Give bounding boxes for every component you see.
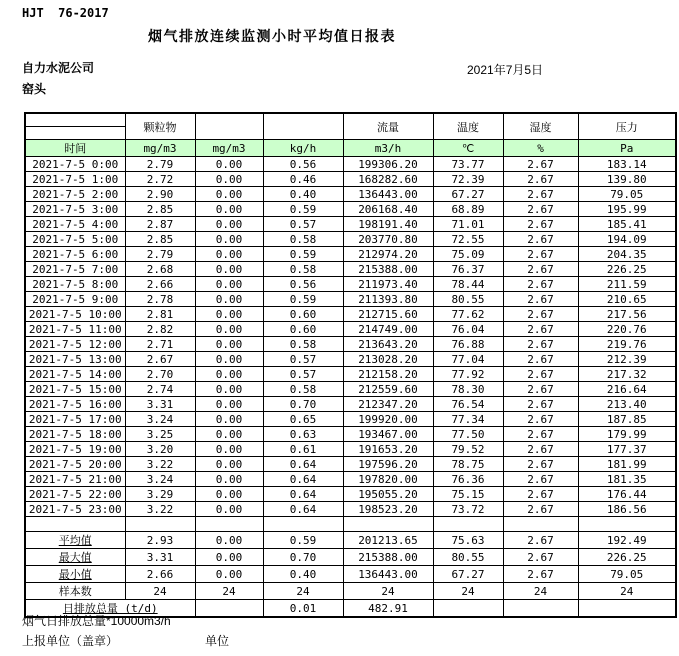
value-cell: 80.55 [433,292,503,307]
value-cell: 0.59 [263,202,343,217]
value-cell: 0.63 [263,427,343,442]
standard-number: HJT 76-2017 [22,6,109,20]
time-cell: 2021-7-5 22:00 [25,487,125,502]
value-cell: 199920.00 [343,412,433,427]
col-header-particulate: 颗粒物 [125,113,195,140]
hourly-data-row [25,412,676,427]
value-cell: 2.67 [503,322,578,337]
value-cell: 2.71 [125,337,195,352]
page-title: 烟气排放连续监测小时平均值日报表 [148,28,396,44]
value-cell: 0.00 [195,172,263,187]
pollutant-header-row [25,113,676,127]
value-cell: 75.09 [433,247,503,262]
value-cell: 0.00 [195,502,263,517]
value-cell: 219.76 [578,337,676,352]
time-cell: 2021-7-5 17:00 [25,412,125,427]
value-cell: 3.22 [125,502,195,517]
hourly-data-row [25,292,676,307]
value-cell: 2.67 [503,262,578,277]
time-cell: 2021-7-5 18:00 [25,427,125,442]
time-cell: 2021-7-5 8:00 [25,277,125,292]
value-cell: 2.67 [503,549,578,566]
value-cell: 0.00 [195,382,263,397]
hourly-data-row [25,262,676,277]
col-header-humidity: 湿度 [503,113,578,140]
empty-cell [343,517,433,532]
value-cell: 181.99 [578,457,676,472]
value-cell: 78.75 [433,457,503,472]
value-cell: 2.67 [503,277,578,292]
summary-row [25,583,676,600]
hourly-data-row [25,442,676,457]
unit-header-row [25,140,676,157]
value-cell: 77.62 [433,307,503,322]
value-cell: 0.58 [263,337,343,352]
col-header-flow: 流量 [343,113,433,140]
value-cell: 198523.20 [343,502,433,517]
time-cell: 2021-7-5 11:00 [25,322,125,337]
unit-cell: mg/m3 [195,140,263,157]
value-cell: 0.59 [263,292,343,307]
hourly-report-table [24,112,677,618]
value-cell: 139.80 [578,172,676,187]
value-cell: 0.59 [263,247,343,262]
value-cell: 177.37 [578,442,676,457]
value-cell: 197820.00 [343,472,433,487]
value-cell: 3.22 [125,457,195,472]
value-cell: 67.27 [433,187,503,202]
value-cell: 2.67 [125,352,195,367]
report-table-head [25,113,676,157]
value-cell: 2.67 [503,187,578,202]
value-cell: 2.67 [503,337,578,352]
value-cell: 193467.00 [343,427,433,442]
value-cell: 0.59 [263,532,343,549]
value-cell: 79.05 [578,566,676,583]
value-cell: 0.00 [195,472,263,487]
value-cell: 2.67 [503,172,578,187]
value-cell: 168282.60 [343,172,433,187]
col-header-empty-2 [263,113,343,140]
empty-cell [25,517,125,532]
value-cell: 215388.00 [343,262,433,277]
value-cell: 212158.20 [343,367,433,382]
reporting-unit-label: 上报单位（盖章） [22,634,119,648]
value-cell: 212.39 [578,352,676,367]
hourly-data-row [25,502,676,517]
summary-label: 平均值 [25,532,125,549]
time-cell: 2021-7-5 12:00 [25,337,125,352]
report-date: 2021年7月5日 [467,63,544,77]
value-cell: 77.34 [433,412,503,427]
value-cell: 75.15 [433,487,503,502]
value-cell: 78.30 [433,382,503,397]
value-cell: 0.56 [263,277,343,292]
value-cell: 185.41 [578,217,676,232]
time-cell: 2021-7-5 13:00 [25,352,125,367]
value-cell: 71.01 [433,217,503,232]
unit-cell: Pa [578,140,676,157]
value-cell: 226.25 [578,262,676,277]
value-cell: 2.93 [125,532,195,549]
corner-cell-bottom [25,127,125,140]
corner-cell-top [25,113,125,127]
value-cell: 191653.20 [343,442,433,457]
unit-cell: % [503,140,578,157]
time-cell: 2021-7-5 20:00 [25,457,125,472]
value-cell: 2.78 [125,292,195,307]
value-cell: 3.31 [125,549,195,566]
value-cell: 2.85 [125,232,195,247]
value-cell: 0.64 [263,457,343,472]
value-cell: 2.67 [503,157,578,172]
value-cell: 3.25 [125,427,195,442]
hourly-data-row [25,232,676,247]
value-cell: 211.59 [578,277,676,292]
value-cell: 0.57 [263,352,343,367]
value-cell: 176.44 [578,487,676,502]
value-cell: 179.99 [578,427,676,442]
value-cell: 0.64 [263,472,343,487]
time-cell: 2021-7-5 1:00 [25,172,125,187]
value-cell: 217.32 [578,367,676,382]
time-cell: 2021-7-5 7:00 [25,262,125,277]
value-cell: 2.67 [503,352,578,367]
unit-cell: m3/h [343,140,433,157]
value-cell: 24 [343,583,433,600]
value-cell: 0.00 [195,292,263,307]
value-cell: 2.79 [125,247,195,262]
value-cell: 79.52 [433,442,503,457]
value-cell: 0.00 [195,202,263,217]
value-cell: 2.67 [503,566,578,583]
value-cell [433,600,503,618]
value-cell: 2.74 [125,382,195,397]
value-cell: 482.91 [343,600,433,618]
time-cell: 2021-7-5 9:00 [25,292,125,307]
hourly-data-row [25,277,676,292]
hourly-data-row [25,427,676,442]
value-cell: 3.29 [125,487,195,502]
time-cell: 2021-7-5 23:00 [25,502,125,517]
col-header-temperature: 温度 [433,113,503,140]
hourly-data-row [25,382,676,397]
value-cell: 76.54 [433,397,503,412]
col-header-pressure: 压力 [578,113,676,140]
value-cell: 68.89 [433,202,503,217]
company-name: 自力水泥公司 [22,61,95,75]
value-cell: 76.36 [433,472,503,487]
empty-cell [503,517,578,532]
value-cell: 2.67 [503,232,578,247]
value-cell: 192.49 [578,532,676,549]
value-cell: 3.31 [125,397,195,412]
value-cell: 0.00 [195,307,263,322]
value-cell [195,600,263,618]
hourly-data-row [25,472,676,487]
value-cell: 213.40 [578,397,676,412]
value-cell: 0.00 [195,277,263,292]
value-cell: 2.67 [503,532,578,549]
time-cell: 2021-7-5 5:00 [25,232,125,247]
value-cell: 226.25 [578,549,676,566]
value-cell [578,600,676,618]
col-header-empty-1 [195,113,263,140]
value-cell: 0.00 [195,322,263,337]
summary-row [25,566,676,583]
value-cell: 183.14 [578,157,676,172]
value-cell: 0.00 [195,367,263,382]
value-cell: 0.00 [195,427,263,442]
time-cell: 2021-7-5 2:00 [25,187,125,202]
hourly-data-row [25,157,676,172]
time-cell: 2021-7-5 3:00 [25,202,125,217]
hourly-data-row [25,187,676,202]
hourly-data-row [25,457,676,472]
time-cell: 2021-7-5 19:00 [25,442,125,457]
value-cell: 2.67 [503,457,578,472]
value-cell: 0.70 [263,549,343,566]
unit-cell: kg/h [263,140,343,157]
hourly-data-row [25,307,676,322]
value-cell: 211973.40 [343,277,433,292]
value-cell: 0.00 [195,566,263,583]
value-cell: 220.76 [578,322,676,337]
value-cell: 24 [578,583,676,600]
value-cell: 136443.00 [343,566,433,583]
value-cell: 212715.60 [343,307,433,322]
hourly-data-row [25,247,676,262]
hourly-data-row [25,337,676,352]
value-cell: 201213.65 [343,532,433,549]
value-cell: 0.65 [263,412,343,427]
unit-cell: mg/m3 [125,140,195,157]
value-cell: 2.67 [503,397,578,412]
hourly-data-row [25,352,676,367]
value-cell: 77.92 [433,367,503,382]
value-cell: 24 [503,583,578,600]
value-cell: 76.37 [433,262,503,277]
value-cell: 0.58 [263,382,343,397]
summary-label: 最大值 [25,549,125,566]
time-cell: 2021-7-5 21:00 [25,472,125,487]
value-cell: 24 [125,583,195,600]
hourly-data-row [25,397,676,412]
value-cell: 213028.20 [343,352,433,367]
value-cell: 2.67 [503,487,578,502]
value-cell: 3.20 [125,442,195,457]
value-cell: 186.56 [578,502,676,517]
unit-label: 单位 [205,634,230,648]
value-cell: 24 [433,583,503,600]
value-cell: 2.66 [125,277,195,292]
time-cell: 2021-7-5 4:00 [25,217,125,232]
value-cell: 2.67 [503,217,578,232]
value-cell: 75.63 [433,532,503,549]
value-cell: 0.56 [263,157,343,172]
value-cell: 3.24 [125,412,195,427]
value-cell: 199306.20 [343,157,433,172]
value-cell: 0.00 [195,232,263,247]
value-cell: 77.04 [433,352,503,367]
value-cell: 0.00 [195,487,263,502]
value-cell: 195055.20 [343,487,433,502]
value-cell: 181.35 [578,472,676,487]
empty-cell [263,517,343,532]
value-cell: 0.00 [195,457,263,472]
value-cell: 0.60 [263,307,343,322]
spacer-row [25,517,676,532]
value-cell: 72.39 [433,172,503,187]
value-cell: 0.64 [263,502,343,517]
flow-total-note: 烟气日排放总量*10000m3/h [22,614,171,628]
time-cell: 2021-7-5 0:00 [25,157,125,172]
time-cell: 2021-7-5 6:00 [25,247,125,262]
value-cell: 0.60 [263,322,343,337]
value-cell: 213643.20 [343,337,433,352]
value-cell: 2.67 [503,292,578,307]
report-table-body [25,157,676,618]
time-cell: 2021-7-5 16:00 [25,397,125,412]
value-cell: 198191.40 [343,217,433,232]
value-cell: 0.46 [263,172,343,187]
hourly-data-row [25,217,676,232]
value-cell: 0.00 [195,337,263,352]
value-cell: 73.72 [433,502,503,517]
value-cell: 0.40 [263,566,343,583]
value-cell: 0.01 [263,600,343,618]
value-cell [503,600,578,618]
value-cell: 80.55 [433,549,503,566]
empty-cell [125,517,195,532]
value-cell: 0.00 [195,397,263,412]
empty-cell [195,517,263,532]
value-cell: 0.00 [195,532,263,549]
value-cell: 217.56 [578,307,676,322]
value-cell: 2.81 [125,307,195,322]
value-cell: 72.55 [433,232,503,247]
value-cell: 0.58 [263,262,343,277]
hourly-data-row [25,487,676,502]
value-cell: 136443.00 [343,187,433,202]
value-cell: 203770.80 [343,232,433,247]
time-cell: 2021-7-5 14:00 [25,367,125,382]
empty-cell [578,517,676,532]
value-cell: 24 [195,583,263,600]
monitoring-point: 窑头 [22,82,47,96]
value-cell: 212974.20 [343,247,433,262]
value-cell: 215388.00 [343,549,433,566]
value-cell: 216.64 [578,382,676,397]
value-cell: 2.70 [125,367,195,382]
value-cell: 206168.40 [343,202,433,217]
value-cell: 2.67 [503,382,578,397]
time-cell: 2021-7-5 15:00 [25,382,125,397]
time-column-header: 时间 [25,140,125,157]
value-cell: 0.00 [195,442,263,457]
time-cell: 2021-7-5 10:00 [25,307,125,322]
value-cell: 195.99 [578,202,676,217]
hourly-data-row [25,202,676,217]
value-cell: 2.67 [503,427,578,442]
value-cell: 2.67 [503,307,578,322]
value-cell: 67.27 [433,566,503,583]
empty-cell [433,517,503,532]
value-cell: 0.00 [195,247,263,262]
value-cell: 2.67 [503,247,578,262]
value-cell: 212347.20 [343,397,433,412]
value-cell: 3.24 [125,472,195,487]
value-cell: 0.00 [195,187,263,202]
value-cell: 2.72 [125,172,195,187]
value-cell: 210.65 [578,292,676,307]
value-cell: 0.00 [195,352,263,367]
value-cell: 2.67 [503,502,578,517]
hourly-data-row [25,367,676,382]
summary-label: 样本数 [25,583,125,600]
value-cell: 0.61 [263,442,343,457]
value-cell: 2.67 [503,442,578,457]
value-cell: 204.35 [578,247,676,262]
value-cell: 2.67 [503,412,578,427]
value-cell: 24 [263,583,343,600]
unit-cell: ℃ [433,140,503,157]
hourly-data-row [25,322,676,337]
value-cell: 76.88 [433,337,503,352]
value-cell: 73.77 [433,157,503,172]
summary-row [25,549,676,566]
value-cell: 0.00 [195,412,263,427]
daily-total-label: 日排放总量 (t/d) [25,600,195,618]
value-cell: 197596.20 [343,457,433,472]
value-cell: 0.70 [263,397,343,412]
value-cell: 212559.60 [343,382,433,397]
value-cell: 0.40 [263,187,343,202]
value-cell: 76.04 [433,322,503,337]
value-cell: 2.68 [125,262,195,277]
value-cell: 2.85 [125,202,195,217]
value-cell: 2.66 [125,566,195,583]
value-cell: 0.57 [263,217,343,232]
value-cell: 194.09 [578,232,676,247]
value-cell: 2.90 [125,187,195,202]
value-cell: 214749.00 [343,322,433,337]
value-cell: 2.67 [503,202,578,217]
value-cell: 2.67 [503,367,578,382]
value-cell: 2.82 [125,322,195,337]
hourly-data-row [25,172,676,187]
summary-label: 最小值 [25,566,125,583]
value-cell: 77.50 [433,427,503,442]
value-cell: 0.00 [195,549,263,566]
value-cell: 2.67 [503,472,578,487]
value-cell: 0.00 [195,157,263,172]
value-cell: 0.57 [263,367,343,382]
value-cell: 0.00 [195,262,263,277]
value-cell: 79.05 [578,187,676,202]
value-cell: 2.87 [125,217,195,232]
value-cell: 0.00 [195,217,263,232]
value-cell: 187.85 [578,412,676,427]
value-cell: 78.44 [433,277,503,292]
value-cell: 0.58 [263,232,343,247]
summary-row [25,532,676,549]
value-cell: 0.64 [263,487,343,502]
value-cell: 2.79 [125,157,195,172]
value-cell: 211393.80 [343,292,433,307]
